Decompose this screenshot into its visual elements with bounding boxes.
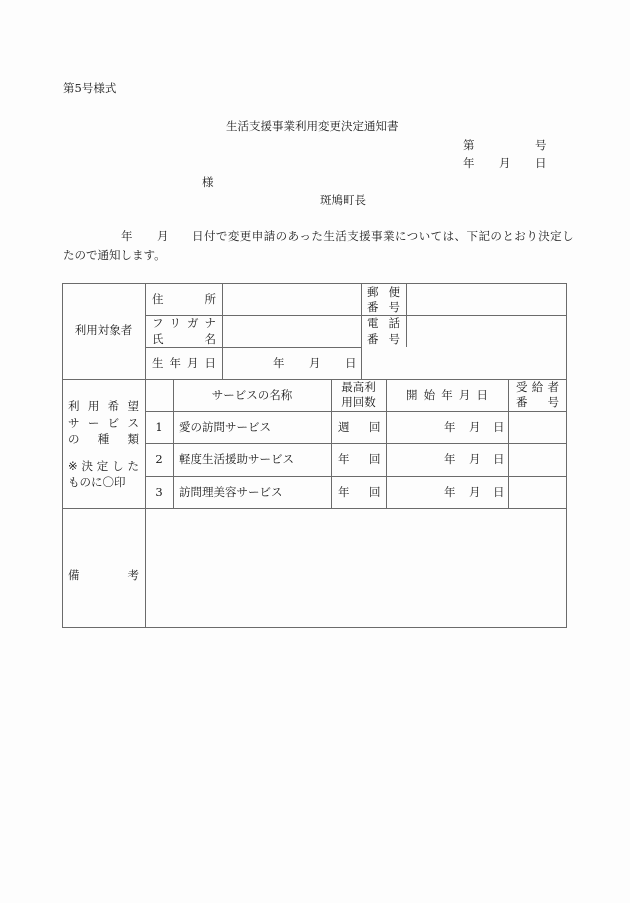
body-line1: 日付で変更申請のあった生活支援事業については、下記のとおり決定し — [192, 229, 575, 243]
applicant-section-label: 利用対象者 — [74, 323, 133, 337]
services-label-char: の — [68, 432, 80, 446]
service-row-recipient-field[interactable] — [509, 412, 565, 442]
service-row-day: 日 — [493, 452, 505, 466]
header-start-date-char: 始 — [423, 388, 436, 402]
postal-label-line2 — [367, 302, 400, 314]
phone-label-line2 — [367, 334, 400, 346]
services-note-char: 決 — [81, 459, 93, 473]
services-label-char: ー — [87, 416, 100, 430]
body-line2: たので通知します。 — [63, 248, 166, 262]
service-row-count: 回 — [369, 420, 381, 434]
name-label — [152, 334, 216, 346]
service-row-recipient-field[interactable] — [509, 444, 565, 475]
postal-label-line1 — [367, 287, 400, 299]
date-day: 日 — [535, 156, 547, 170]
header-start-date-char: 開 — [406, 388, 418, 402]
postal-label-char: 番 — [367, 300, 379, 314]
service-row-number[interactable]: 1 — [155, 420, 163, 434]
services-note-char: ※ — [68, 459, 78, 473]
address-field[interactable] — [223, 284, 360, 314]
header-recipient-char: 号 — [547, 395, 559, 409]
postal-label-char: 便 — [388, 285, 400, 299]
dob-label-char: 生 — [152, 356, 164, 370]
dob-label — [152, 358, 216, 370]
furigana-label-char: リ — [169, 316, 181, 330]
services-label-char: サ — [68, 416, 80, 430]
address-label-char: 住 — [152, 292, 164, 306]
dob-label-char: 年 — [169, 356, 181, 370]
services-label-char: 希 — [107, 399, 120, 413]
service-row-month: 月 — [469, 485, 481, 499]
service-row-day: 日 — [493, 485, 505, 499]
service-row-year: 年 — [444, 420, 456, 434]
service-row-name: 軽度生活援助サービス — [179, 452, 294, 466]
header-max-use-line1: 最高利 — [341, 380, 376, 394]
service-row-month: 月 — [469, 452, 481, 466]
header-service-name: サービスの名称 — [211, 388, 293, 402]
phone-label-char: 話 — [388, 316, 400, 330]
services-note-line2: ものに〇印 — [68, 475, 126, 489]
services-label-char: 類 — [127, 432, 139, 446]
name-label-char: 氏 — [152, 332, 164, 346]
services-label-line2 — [68, 418, 139, 430]
remarks-field[interactable] — [146, 509, 565, 626]
address-label — [152, 294, 216, 306]
services-label-line1 — [68, 401, 139, 413]
services-label-char: ス — [127, 416, 139, 430]
remarks-label-char: 備 — [68, 568, 80, 582]
phone-label-line1 — [367, 318, 400, 330]
furigana-label-char: ナ — [204, 316, 216, 330]
dob-year: 年 — [273, 356, 285, 370]
service-row-count: 回 — [369, 452, 381, 466]
dob-label-char: 月 — [187, 356, 199, 370]
form-number: 第5号様式 — [63, 81, 117, 95]
service-row-day: 日 — [493, 420, 505, 434]
service-row-name: 愛の訪問サービス — [179, 420, 271, 434]
services-label-char: 望 — [127, 399, 139, 413]
name-field[interactable] — [223, 316, 360, 346]
document-title: 生活支援事業利用変更決定通知書 — [226, 119, 399, 133]
header-start-date-char: 日 — [476, 388, 488, 402]
header-start-date-char: 月 — [458, 388, 471, 402]
service-row-month: 月 — [469, 420, 481, 434]
phone-field[interactable] — [407, 316, 565, 346]
addressee-suffix: 様 — [202, 175, 214, 189]
header-recipient-no-line2 — [516, 397, 559, 409]
postal-code-field[interactable] — [407, 284, 565, 314]
document-number-suffix: 号 — [535, 138, 547, 152]
address-label-char: 所 — [204, 292, 216, 306]
dob-day: 日 — [345, 356, 357, 370]
dob-month: 月 — [309, 356, 321, 370]
remarks-label — [68, 570, 139, 582]
postal-label-char: 郵 — [367, 285, 379, 299]
service-row-recipient-field[interactable] — [509, 477, 565, 507]
services-label-char: 種 — [97, 432, 110, 446]
body-year: 年 — [121, 229, 133, 243]
services-note-line1 — [68, 461, 139, 473]
date-year: 年 — [463, 156, 475, 170]
service-row-count: 回 — [369, 485, 381, 499]
services-label-line3 — [68, 434, 139, 446]
name-label-char: 名 — [204, 332, 216, 346]
services-label-char: 利 — [68, 399, 80, 413]
header-max-use-line2: 用回数 — [341, 395, 376, 409]
header-recipient-char: 者 — [547, 380, 559, 394]
furigana-label-char: ガ — [187, 316, 199, 330]
header-recipient-char: 給 — [531, 380, 544, 394]
dob-label-char: 日 — [204, 356, 216, 370]
phone-label-char: 電 — [367, 316, 379, 330]
service-row-number[interactable]: 2 — [155, 452, 163, 466]
issuer: 斑鳩町長 — [320, 193, 366, 207]
services-note-char: た — [127, 459, 139, 473]
body-month: 月 — [157, 229, 169, 243]
services-label-char: 用 — [87, 399, 100, 413]
date-month: 月 — [499, 156, 511, 170]
furigana-label-char: フ — [152, 316, 164, 330]
document-number-prefix: 第 — [463, 138, 475, 152]
header-recipient-char: 受 — [516, 380, 528, 394]
header-recipient-no-line1 — [516, 382, 559, 394]
header-start-date-char: 年 — [441, 388, 453, 402]
phone-label-char: 号 — [388, 332, 400, 346]
services-label-char: ビ — [107, 416, 120, 430]
postal-label-char: 号 — [388, 300, 400, 314]
service-row-number[interactable]: 3 — [155, 485, 163, 499]
services-note-char: し — [112, 459, 124, 473]
service-row-year: 年 — [444, 485, 456, 499]
remarks-label-char: 考 — [127, 568, 139, 582]
furigana-label — [152, 318, 216, 330]
services-note-char: 定 — [96, 459, 109, 473]
header-recipient-char: 番 — [516, 395, 528, 409]
service-row-unit: 年 — [338, 485, 350, 499]
header-start-date — [406, 390, 488, 402]
service-row-unit: 週 — [338, 420, 350, 434]
phone-label-char: 番 — [367, 332, 379, 346]
service-row-year: 年 — [444, 452, 456, 466]
service-row-name: 訪問理美容サービス — [179, 485, 283, 499]
service-row-unit: 年 — [338, 452, 350, 466]
